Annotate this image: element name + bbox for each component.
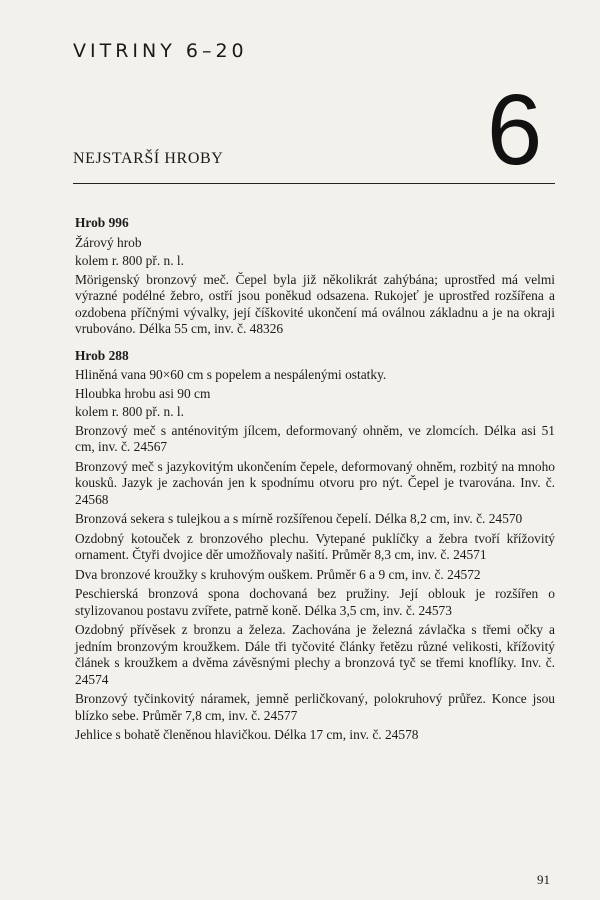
grave-line: Žárový hrob <box>75 234 142 250</box>
page-number: 91 <box>537 872 550 887</box>
cropped-previous-heading <box>70 0 490 6</box>
chapter-number: 6 <box>486 74 543 186</box>
artifact-description: Bronzová sekera s tulejkou a s mírně rozšířenou čepelí. Délka 8,2 cm, inv. č. 24570 <box>75 511 523 526</box>
grave-date: kolem r. 800 př. n. l. <box>75 404 184 419</box>
heading-rule <box>73 183 555 184</box>
grave-depth: Hloubka hrobu asi 90 cm <box>75 385 211 401</box>
grave-entry <box>75 348 555 744</box>
artifact-description: Mörigenský bronzový meč. Čepel byla již několikrát zahýbána; uprostřed má velmi výrazné podélné žebro, ostří jsou poněkud odsazena. Rukojeť je uprostřed rozšířena a ozdobena příčnými vývalky, její číškovité ukončení má oválnou základnu a je na okraji vrubováno. Délka 55 cm, inv. č. 48326 <box>75 271 555 336</box>
section-title: VITRINY 6–20 <box>73 40 248 62</box>
artifact-description: Bronzový tyčinkovitý náramek, jemně perličkovaný, polokruhový průřez. Konce jsou blízko sebe. Průměr 7,8 cm, inv. č. 24577 <box>75 691 555 723</box>
artifact-description: Bronzový meč s jazykovitým ukončením čepele, deformovaný ohněm, rozbitý na mnoho kousků. Jazyk je zachován jen k spodnímu otvoru pro nýt. Čepel je tvarována. Inv. č. 24568 <box>75 458 555 507</box>
grave-date: kolem r. 800 př. n. l. <box>75 253 184 268</box>
grave-heading: Hrob 996 <box>75 215 129 230</box>
chapter-title: NEJSTARŠÍ HROBY <box>73 150 224 167</box>
artifact-description: Ozdobný přívěsek z bronzu a železa. Zachována je železná závlačka s třemi očky a jedním bronzovým kroužkem. Dále tři tyčovité články řetězu různé velikosti, křížovitý článek s kroužkem a dvěma závěsnými plechy a bronzová tyč se třemi knoflíky. Inv. č. 24574 <box>75 622 555 687</box>
grave-line: Hliněná vana 90×60 cm s popelem a nespálenými ostatky. <box>75 367 387 382</box>
artifact-description: Ozdobný kotouček z bronzového plechu. Vytepané puklíčky a žebra tvoří křížovitý ornament. Čtyři dvojice děr umožňovaly našití. Průměr 8,3 cm, inv. č. 24571 <box>75 530 555 562</box>
artifact-description: Peschierská bronzová spona dochovaná bez pružiny. Její oblouk je rozšířen o stylizovanou postavu zvířete, patrně koně. Délka 3,5 cm, inv. č. 24573 <box>75 586 555 618</box>
artifact-description: Jehlice s bohatě členěnou hlavičkou. Délka 17 cm, inv. č. 24578 <box>75 727 419 742</box>
artifact-description: Bronzový meč s anténovitým jílcem, deformovaný ohněm, ve zlomcích. Délka asi 51 cm, inv. č. 24567 <box>75 422 555 454</box>
grave-entry <box>75 215 555 338</box>
page-content <box>75 215 555 754</box>
artifact-description: Dva bronzové kroužky s kruhovým ouškem. Průměr 6 a 9 cm, inv. č. 24572 <box>75 566 481 582</box>
grave-heading: Hrob 288 <box>75 347 129 363</box>
